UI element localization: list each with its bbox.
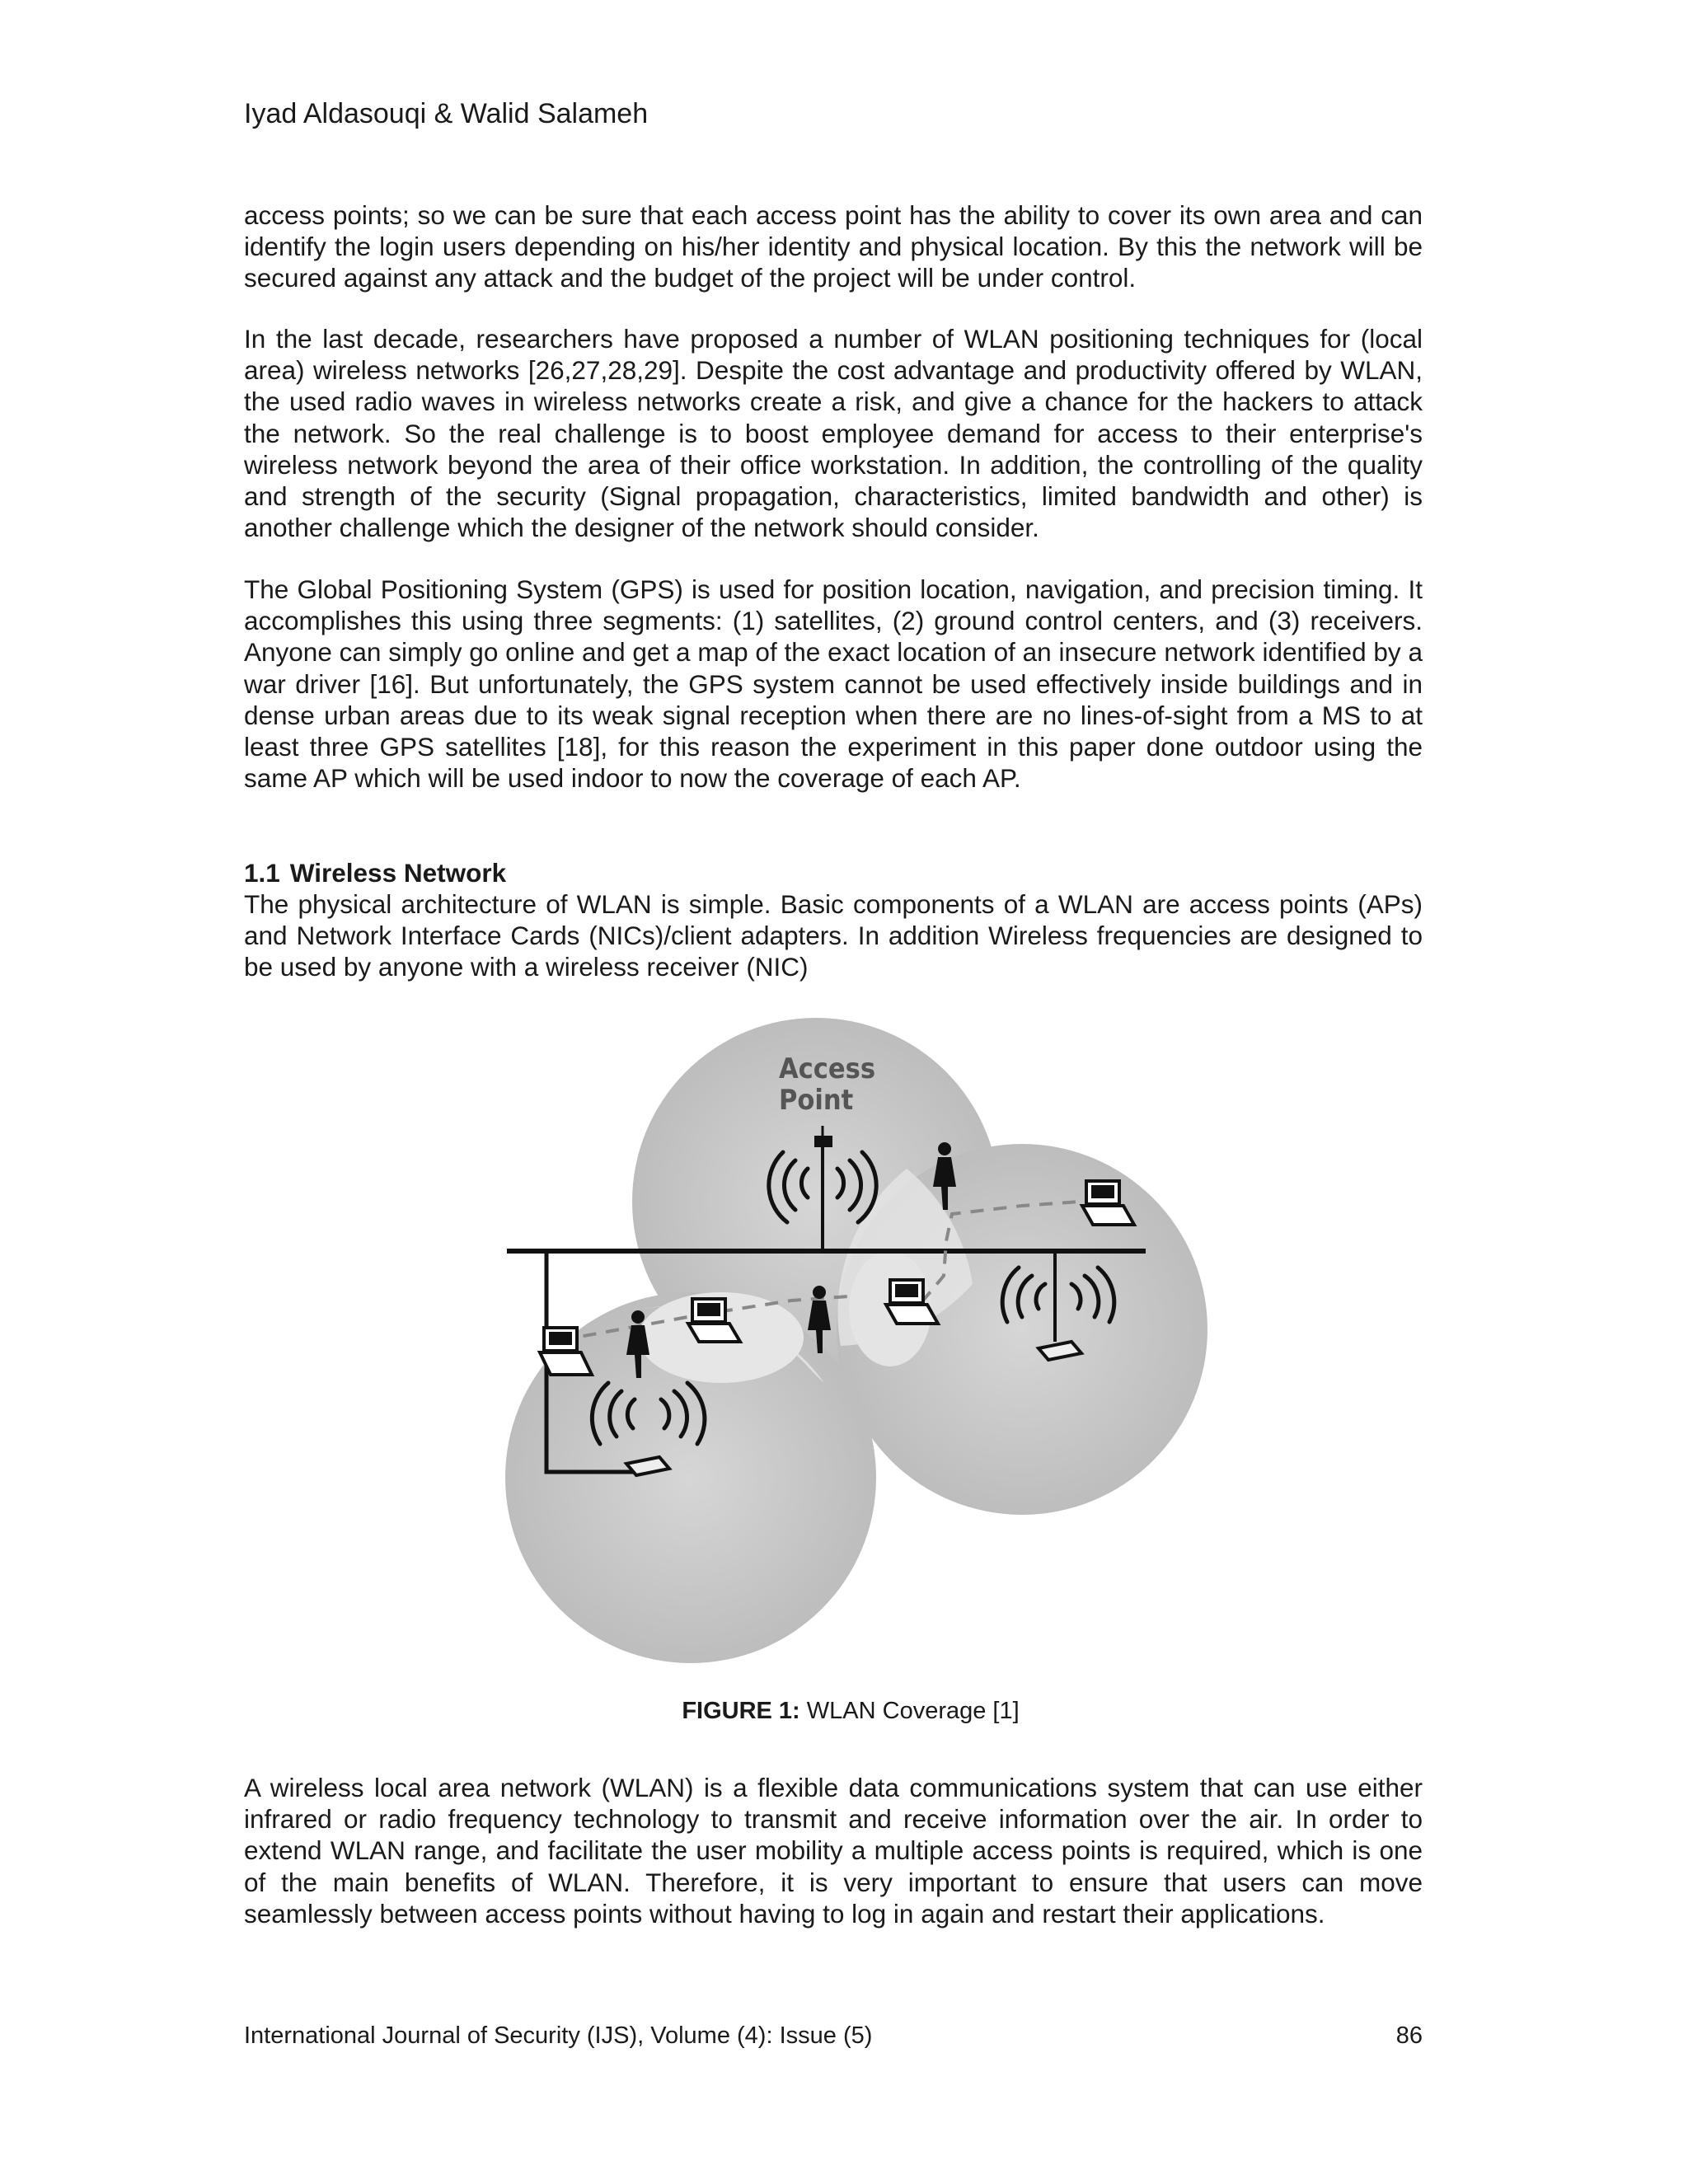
paragraph-4: The physical architecture of WLAN is simple. Basic components of a WLAN are access points (APs) and Network Interface Cards (NICs)/client adapters. In addition Wireless frequencies are designed to be used by anyone with a wireless receiver (NIC) [244,889,1423,982]
section-title: Wireless Network [289,858,507,888]
figure-caption-label: FIGURE 1: [682,1698,800,1724]
paragraph-5: A wireless local area network (WLAN) is a flexible data communications system that can use either infrared or radio frequency technology to transmit and receive information over the air. In order to extend WLAN range, and facilitate the user mobility a multiple access points is required, which is one of the main benefits of WLAN. Therefore, it is very important to ensure that users can move seamlessly between access points without having to log in again and restart their applications. [244,1773,1423,1929]
section-heading [244,857,506,888]
running-header-authors: Iyad Aldasouqi & Walid Salameh [244,98,649,129]
figure-caption [0,1696,1688,1726]
footer-page-number: 86 [1395,2022,1423,2049]
paragraph-3: The Global Positioning System (GPS) is used for position location, navigation, and precision timing. It accomplishes this using three segments: (1) satellites, (2) ground control centers, and (3) receivers. Anyone can simply go online and get a map of the exact location of an insecure network identified by a war driver [16]. But unfortunately, the GPS system cannot be used effectively inside buildings and in dense urban areas due to its weak signal reception when there are no lines-of-sight from a MS to at least three GPS satellites [18], for this reason the experiment in this paper done outdoor using the same AP which will be used indoor to now the coverage of each AP. [244,574,1423,794]
figure-caption-text: WLAN Coverage [1] [806,1698,1020,1724]
section-number: 1.1 [244,858,280,888]
paragraph-1: access points; so we can be sure that each access point has the ability to cover its own area and can identify the login users depending on his/her identity and physical location. By this the network will be secured against any attack and the budget of the project will be under control. [244,200,1423,293]
access-point-label-line1: Access [779,1052,876,1085]
footer-journal: International Journal of Security (IJS), Volume (4): Issue (5) [244,2022,873,2049]
access-point-label-line2: Point [779,1084,854,1117]
paragraph-2: In the last decade, researchers have proposed a number of WLAN positioning techniques for (local area) wireless networks [26,27,28,29]. Despite the cost advantage and productivity offered by WLAN, the used radio waves in wireless networks create a risk, and give a chance for the hackers to attack the network. So the real challenge is to boost employee demand for access to their enterprise's wireless network beyond the area of their office workstation. In addition, the controlling of the quality and strength of the security (Signal propagation, characteristics, limited bandwidth and other) is another challenge which the designer of the network should consider. [244,324,1423,543]
wlan-coverage-figure [495,1012,1220,1671]
wlan-coverage-diagram [495,1012,1220,1671]
